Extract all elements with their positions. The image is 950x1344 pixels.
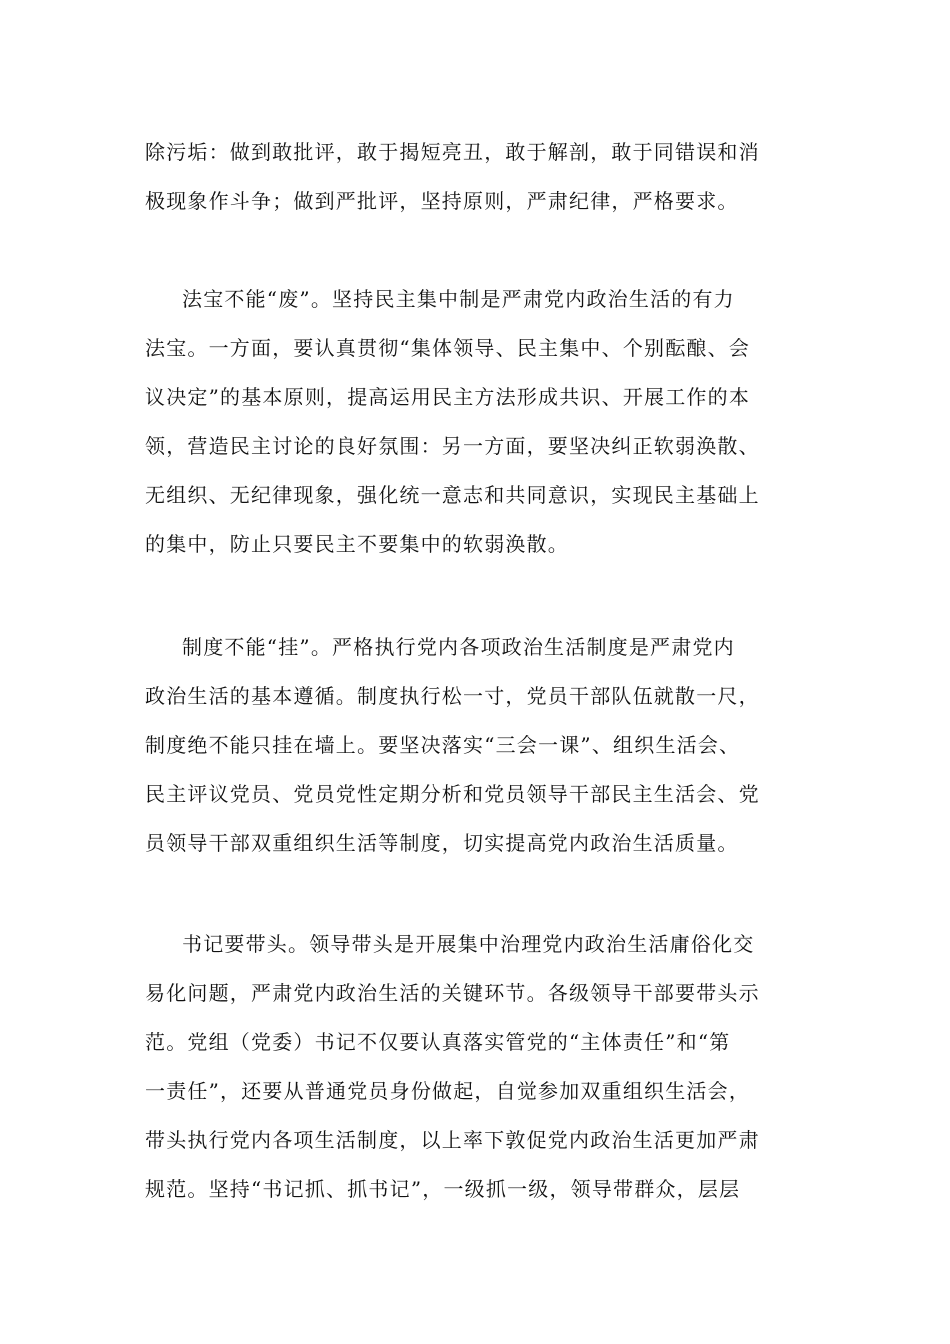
text-line: 带头执行党内各项生活制度，以上率下敦促党内政治生活更加严肃 — [145, 1128, 760, 1152]
text-line: 书记要带头。领导带头是开展集中治理党内政治生活庸俗化交 — [182, 932, 755, 956]
text-line: 无组织、无纪律现象，强化统一意志和共同意识，实现民主基础上 — [145, 483, 760, 507]
text-line: 除污垢：做到敢批评，敢于揭短亮丑，敢于解剖，敢于同错误和消 — [145, 140, 760, 164]
paragraph-zhidu — [145, 623, 810, 868]
text-line: 政治生活的基本遵循。制度执行松一寸，党员干部队伍就散一尺， — [145, 684, 760, 708]
text-line: 民主评议党员、党员党性定期分析和党员领导干部民主生活会、党 — [145, 782, 760, 806]
text-line: 法宝不能“废”。坚持民主集中制是严肃党内政治生活的有力 — [182, 287, 735, 311]
text-line: 法宝。一方面，要认真贯彻“集体领导、民主集中、个别酝酿、会 — [145, 336, 751, 360]
text-line: 制度绝不能只挂在墙上。要坚决落实“三会一课”、组织生活会、 — [145, 733, 741, 757]
paragraph-fabao — [145, 275, 810, 569]
text-line: 规范。坚持“书记抓、抓书记”，一级抓一级，领导带群众，层层 — [145, 1177, 741, 1201]
paragraph-shuji — [145, 920, 810, 1214]
text-line: 的集中，防止只要民主不要集中的软弱涣散。 — [145, 532, 569, 556]
paragraph-continuation — [145, 128, 810, 226]
text-line: 制度不能“挂”。严格执行党内各项政治生活制度是严肃党内 — [182, 635, 735, 659]
text-line: 领，营造民主讨论的良好氛围：另一方面，要坚决纠正软弱涣散、 — [145, 434, 760, 458]
text-line: 范。党组（党委）书记不仅要认真落实管党的“主体责任”和“第 — [145, 1030, 731, 1054]
text-line: 员领导干部双重组织生活等制度，切实提高党内政治生活质量。 — [145, 831, 739, 855]
text-line: 议决定”的基本原则，提高运用民主方法形成共识、开展工作的本 — [145, 385, 751, 409]
text-line: 一责任”，还要从普通党员身份做起，自觉参加双重组织生活会， — [145, 1079, 751, 1103]
text-line: 极现象作斗争；做到严批评，坚持原则，严肃纪律，严格要求。 — [145, 189, 739, 213]
text-line: 易化问题，严肃党内政治生活的关键环节。各级领导干部要带头示 — [145, 981, 760, 1005]
